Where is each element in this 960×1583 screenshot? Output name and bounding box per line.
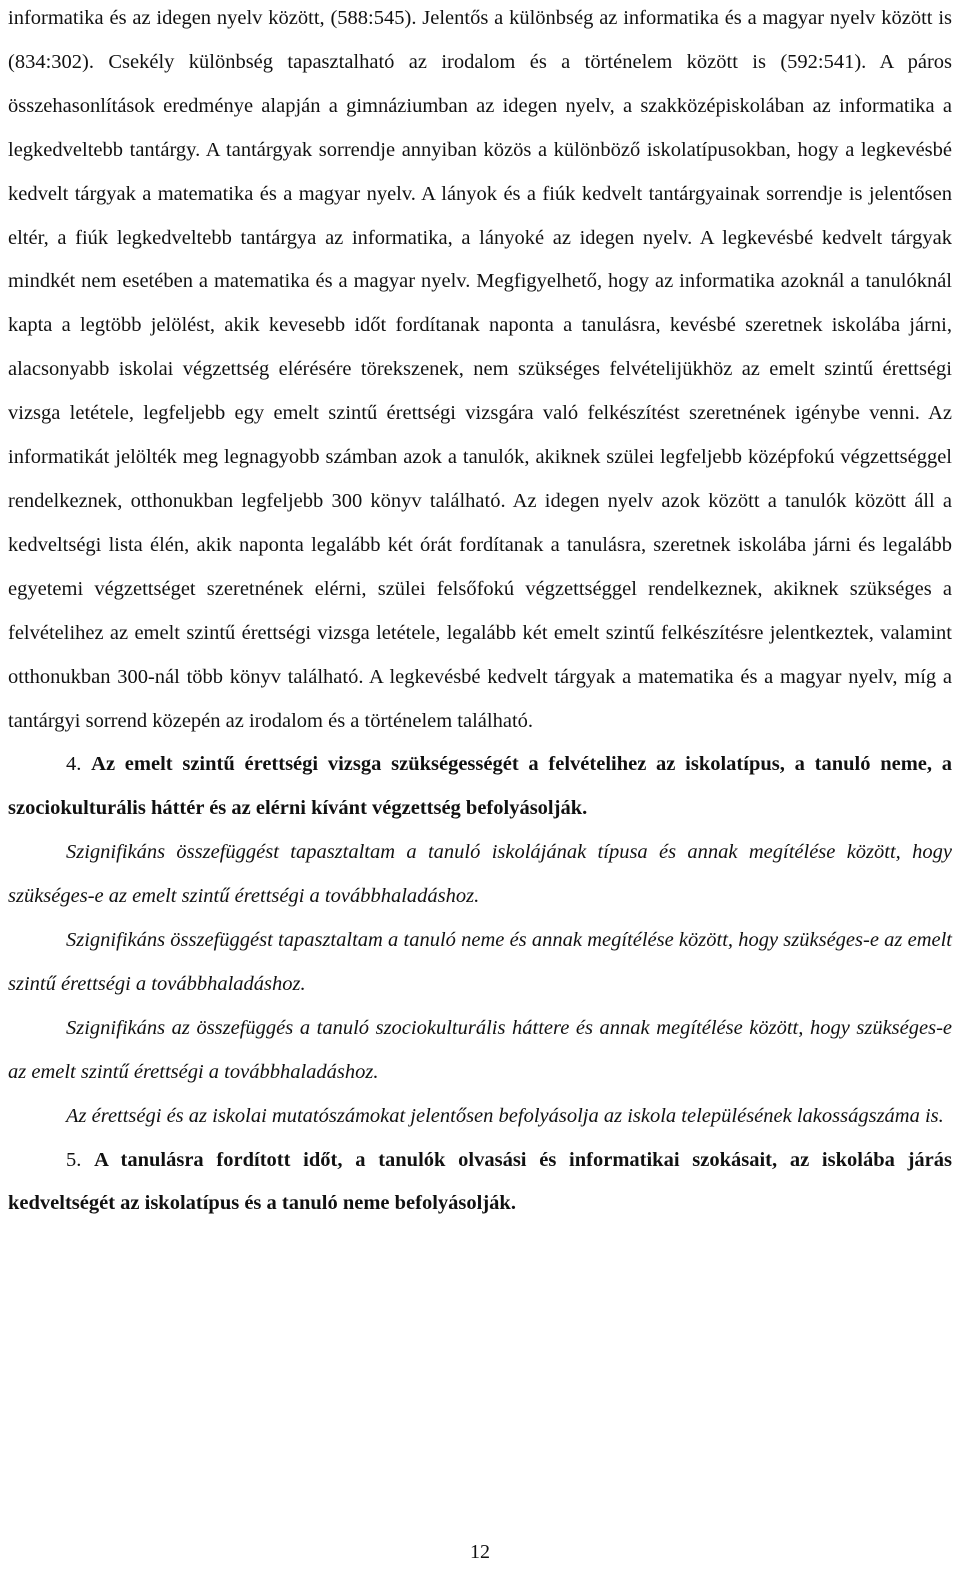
section-5-title: A tanulásra fordított időt, a tanulók olvasási és informatikai szokásait, az iskolába járás kedveltségét az iskolatípus és a tanuló neme befolyásolják. [8,1148,952,1215]
section-4-title: Az emelt szintű érettségi vizsga szükségességét a felvételihez az iskolatípus, a tanuló neme, a szociokulturális háttér és az elérni kívánt végzettség befolyásolják. [8,753,953,820]
page-number: 12 [470,1541,490,1563]
section-4-heading [8,743,952,831]
finding-2: Szignifikáns összefüggést tapasztaltam a tanuló neme és annak megítélése között, hogy szükséges-e az emelt szintű érettségi a továbbhaladáshoz. [8,929,952,995]
document-page [8,0,952,1226]
section-5-number: 5. [66,1148,82,1171]
finding-1: Szignifikáns összefüggést tapasztaltam a tanuló iskolájának típusa és annak megítélése között, hogy szükséges-e az emelt szintű érettségi a továbbhaladáshoz. [8,841,952,908]
finding-3: Szignifikáns az összefüggés a tanuló szociokulturális háttere és annak megítélése között, hogy szükséges-e az emelt szintű érettségi a továbbhaladáshoz. [8,1016,952,1083]
section-4-number: 4. [66,753,82,776]
finding-4: Az érettségi és az iskolai mutatószámokat jelentősen befolyásolja az iskola településének lakosságszáma is. [66,1104,944,1127]
section-5-heading [8,1139,952,1227]
intro-paragraph: informatika és az idegen nyelv között, (588:545). Jelentős a különbség az informatika és a magyar nyelv között is (834:302). Csekély különbség tapasztalható az irodalom és a történelem között is (592:541). A páros összehasonlítások eredménye alapján a gimnáziumban az idegen nyelv, a szakközépiskolában az informatika a legkedveltebb tantárgy. A tantárgyak sorrendje annyiban közös a különböző iskolatípusokban, hogy a legkevésbé kedvelt tárgyak a matematika és a magyar nyelv. A lányok és a fiúk kedvelt tantárgyainak sorrendje is jelentősen eltér, a fiúk legkedveltebb tantárgya az informatika, a lányoké az idegen nyelv. A legkevésbé kedvelt tárgyak mindkét nem esetében a matematika és a magyar nyelv. Megfigyelhető, hogy az informatika azoknál a tanulóknál kapta a legtöbb jelölést, akik kevesebb időt fordítanak naponta a tanulásra, kevésbé szeretnek iskolába járni, alacsonyabb iskolai végzettség elérésére törekszenek, nem szükséges felvételijükhöz az emelt szintű érettségi vizsga letétele, legfeljebb egy emelt szintű érettségi vizsgára való felkészítést szeretnének igénybe venni. Az informatikát jelölték meg legnagyobb számban azok a tanulók, akiknek szülei legfeljebb középfokú végzettséggel rendelkeznek, otthonukban legfeljebb 300 könyv található. Az idegen nyelv azok között a tanulók között áll a kedveltségi lista élén, akik naponta legalább két órát fordítanak a tanulásra, szeretnek iskolába járni és legalább egyetemi végzettséget szeretnének elérni, szülei felsőfokú végzettséggel rendelkeznek, akiknek szükséges a felvételihez az emelt szintű érettségi vizsga letétele, legalább két emelt szintű felkészítésre jelentkeztek, valamint otthonukban 300-nál több könyv található. A legkevésbé kedvelt tárgyak a matematika és a magyar nyelv, míg a tantárgyi sorrend közepén az irodalom és a történelem található. [8,7,952,732]
